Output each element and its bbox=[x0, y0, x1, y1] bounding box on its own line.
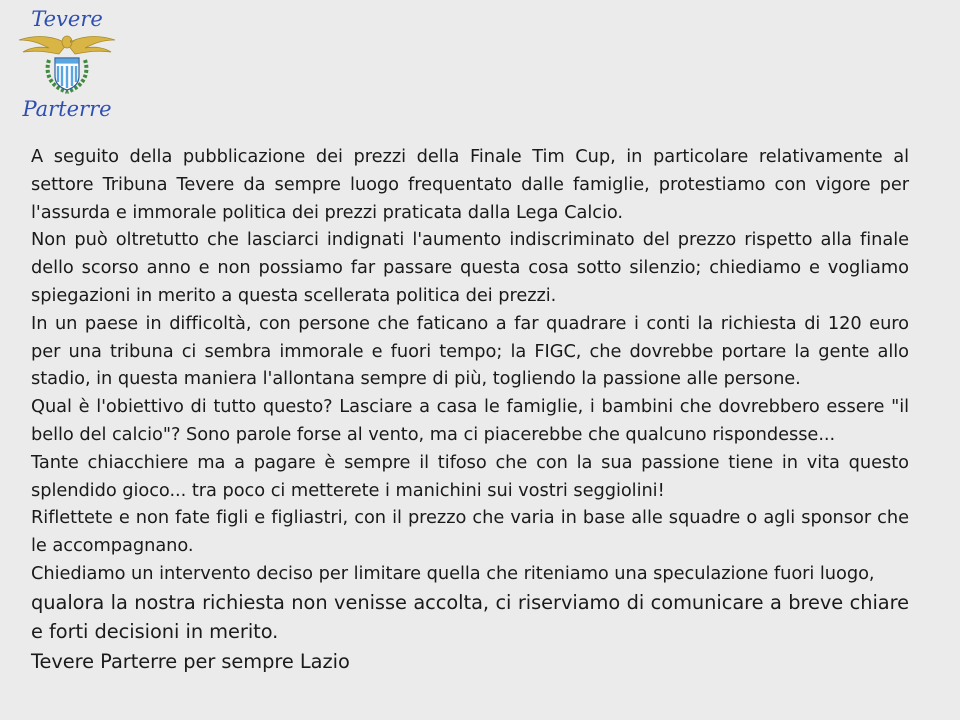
tevere-parterre-logo bbox=[12, 4, 122, 120]
letter-paragraph: Riflettete e non fate figli e figliastri, con il prezzo che varia in base alle squadre o agli sponsor che le accompagnano. bbox=[31, 507, 909, 557]
letter-paragraph: Qual è l'obiettivo di tutto questo? Lasciare a casa le famiglie, i bambini che dovrebbero essere "il bello del calcio"? Sono parole forse al vento, ma ci piacerebbe che qualcuno rispondesse... bbox=[31, 396, 909, 445]
letter-paragraph: Non può oltretutto che lasciarci indignati l'aumento indiscriminato del prezzo rispetto alla finale dello scorso anno e non possiamo far passare questa cosa sotto silenzio; chiediamo e vogliamo spiegazioni in merito a questa scellerata politica dei prezzi. bbox=[31, 229, 909, 306]
eagle-crest-icon bbox=[15, 28, 119, 98]
letter-paragraph: A seguito della pubblicazione dei prezzi della Finale Tim Cup, in particolare relativamente al settore Tribuna Tevere da sempre luogo frequentato dalle famiglie, protestiamo con vigore per l'assurda e immorale politica dei prezzi praticata dalla Lega Calcio. bbox=[31, 146, 909, 223]
letter-signature: Tevere Parterre per sempre Lazio bbox=[31, 649, 350, 673]
protest-letter bbox=[31, 143, 909, 676]
logo-bottom-text: Parterre bbox=[22, 97, 112, 121]
logo-top-text: Tevere bbox=[31, 7, 103, 31]
letter-paragraph: Tante chiacchiere ma a pagare è sempre il tifoso che con la sua passione tiene in vita questo splendido gioco... tra poco ci metterete i manichini sui vostri seggiolini! bbox=[31, 451, 909, 501]
letter-paragraph: Chiediamo un intervento deciso per limitare quella che riteniamo una speculazione fuori luogo, bbox=[31, 562, 875, 584]
letter-paragraph: In un paese in difficoltà, con persone che faticano a far quadrare i conti la richiesta di 120 euro per una tribuna ci sembra immorale e fuori tempo; la FIGC, che dovrebbe portare la gente allo stadio, in questa maniera l'allontana sempre di più, togliendo la passione alle persone. bbox=[31, 312, 909, 390]
letter-paragraph: qualora la nostra richiesta non venisse accolta, ci riserviamo di comunicare a breve chiare e forti decisioni in merito. bbox=[31, 590, 909, 644]
